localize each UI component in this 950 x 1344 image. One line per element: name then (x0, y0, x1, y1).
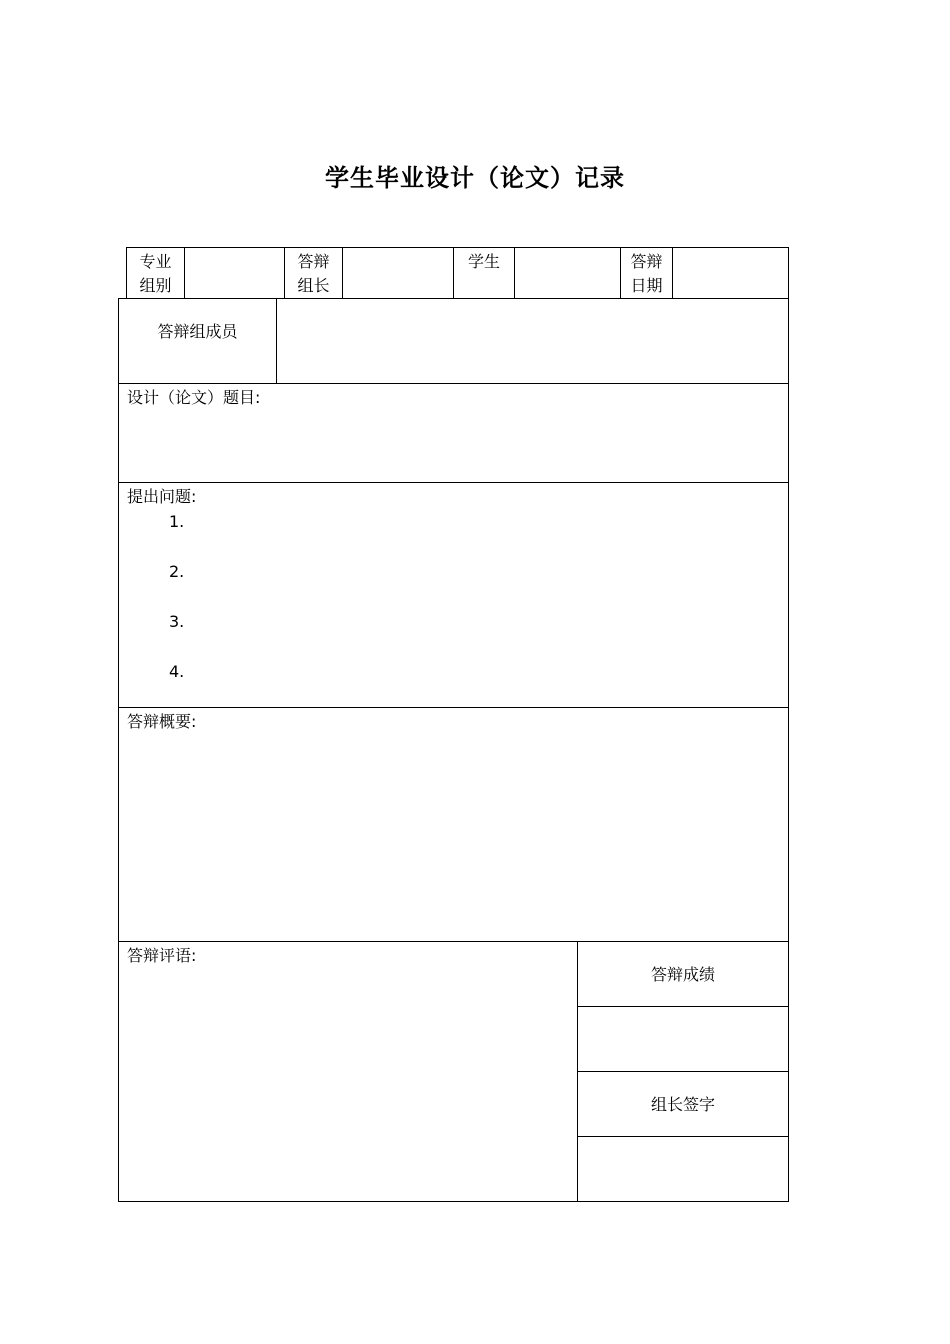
leader-label-line1: 答辩 (297, 252, 330, 271)
comments-field[interactable] (119, 968, 577, 1201)
grade-field[interactable] (578, 1007, 788, 1071)
question-item-3: 3. (169, 612, 185, 631)
date-label (621, 250, 672, 298)
question-item-1: 1. (169, 512, 185, 531)
summary-row-top-border (118, 707, 789, 708)
date-label-line1: 答辩 (630, 252, 663, 271)
summary-field[interactable] (119, 734, 788, 941)
members-label: 答辩组成员 (157, 322, 238, 341)
topic-row-top-border (118, 383, 789, 384)
table-right-border (788, 247, 789, 1202)
table-bottom-border (118, 1201, 789, 1202)
summary-label: 答辩概要: (127, 712, 197, 731)
signature-label-top-border (577, 1071, 789, 1072)
members-field[interactable] (277, 299, 788, 383)
page-title: 学生毕业设计（论文）记录 (325, 164, 625, 192)
date-field[interactable] (673, 248, 788, 298)
student-field[interactable] (515, 248, 620, 298)
major-group-label (127, 250, 184, 298)
student-label: 学生 (467, 252, 500, 271)
leader-field[interactable] (343, 248, 453, 298)
leader-label-line2: 组长 (297, 276, 330, 295)
major-group-field[interactable] (185, 248, 284, 298)
topic-label: 设计（论文）题目: (127, 388, 261, 407)
grade-label: 答辩成绩 (650, 965, 715, 984)
comments-label: 答辩评语: (127, 946, 197, 965)
major-group-label-line1: 专业 (139, 252, 172, 271)
signature-label: 组长签字 (650, 1095, 715, 1114)
leader-label (285, 250, 342, 298)
questions-row-top-border (118, 482, 789, 483)
major-group-label-line2: 组别 (139, 276, 172, 295)
topic-field[interactable] (119, 410, 788, 482)
questions-label: 提出问题: (127, 487, 197, 506)
date-label-line2: 日期 (630, 276, 663, 295)
question-item-2: 2. (169, 562, 185, 581)
comments-row-top-border (118, 941, 789, 942)
signature-field[interactable] (578, 1137, 788, 1201)
question-item-4: 4. (169, 662, 185, 681)
